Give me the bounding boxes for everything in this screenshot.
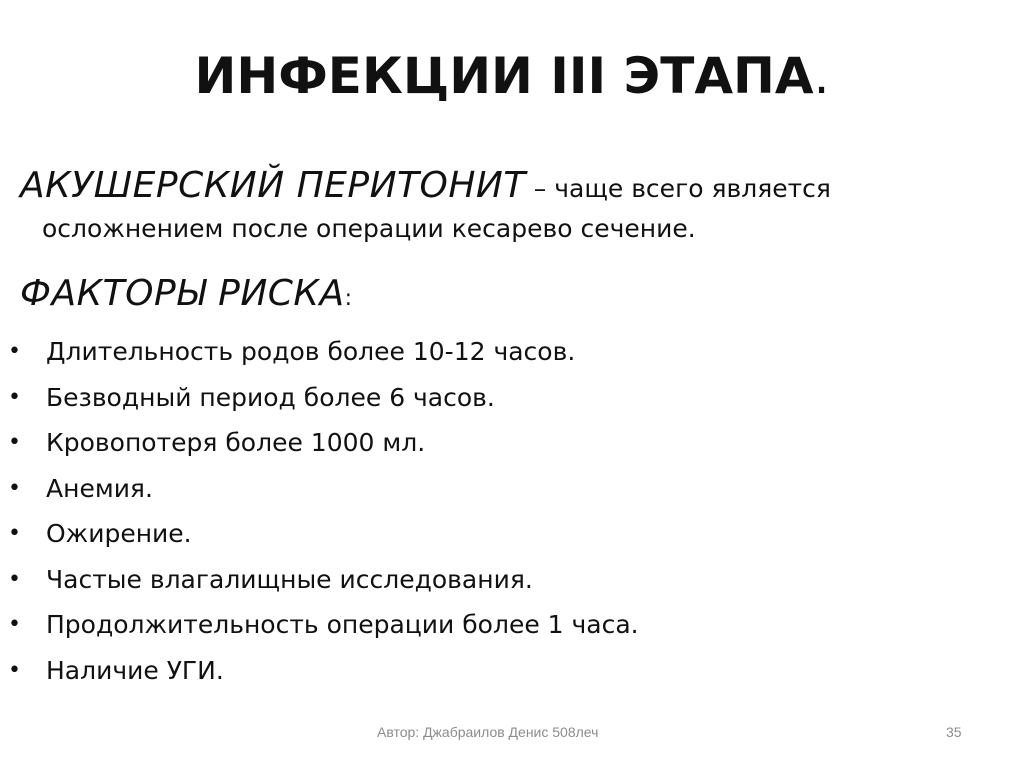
bullet-icon: • [8, 339, 21, 364]
slide-title [0, 46, 1024, 106]
risk-factors-heading [20, 270, 353, 323]
list-item-text: Частые влагалищные исследования. [46, 564, 533, 594]
risk-heading-text: ФАКТОРЫ РИСКА [20, 273, 345, 314]
bullet-icon: • [8, 430, 21, 455]
intro-rest-line1: – чаще всего является [525, 174, 831, 203]
slide-title-text: ИНФЕКЦИИ III ЭТАПА [194, 47, 814, 105]
bullet-icon: • [8, 566, 21, 592]
intro-line-2: осложнением после операции кесарево сечение. [42, 214, 696, 243]
list-item [0, 602, 1000, 648]
list-item-text: Кровопотеря более 1000 мл. [46, 428, 426, 457]
list-item [0, 375, 1000, 421]
intro-term: АКУШЕРСКИЙ ПЕРИТОНИТ [20, 165, 526, 206]
slide-title-dot: . [813, 47, 830, 105]
list-item-text: Длительность родов более 10-12 часов. [46, 337, 576, 366]
list-item [0, 420, 1000, 466]
list-item-text: Анемия. [46, 473, 153, 503]
bullet-icon: • [8, 657, 21, 683]
list-item [0, 648, 1000, 694]
list-item [0, 557, 1000, 603]
bullet-icon: • [8, 475, 21, 501]
list-item-text: Ожирение. [46, 519, 192, 548]
risk-factors-list [0, 329, 1000, 693]
list-item [0, 466, 1000, 512]
list-item [0, 329, 1000, 375]
intro-paragraph [20, 166, 1010, 249]
list-item-text: Безводный период более 6 часов. [46, 382, 495, 412]
list-item-text: Наличие УГИ. [46, 655, 224, 685]
footer-author: Автор: Джабраилов Денис 508леч [377, 724, 599, 740]
list-item [0, 511, 1000, 557]
intro-line-1 [20, 166, 1010, 209]
page-number: 35 [946, 724, 962, 740]
bullet-icon: • [8, 612, 21, 637]
risk-heading-colon: : [344, 286, 353, 311]
bullet-icon: • [8, 384, 21, 410]
list-item-text: Продолжительность операции более 1 часа. [46, 610, 639, 639]
bullet-icon: • [8, 521, 21, 546]
